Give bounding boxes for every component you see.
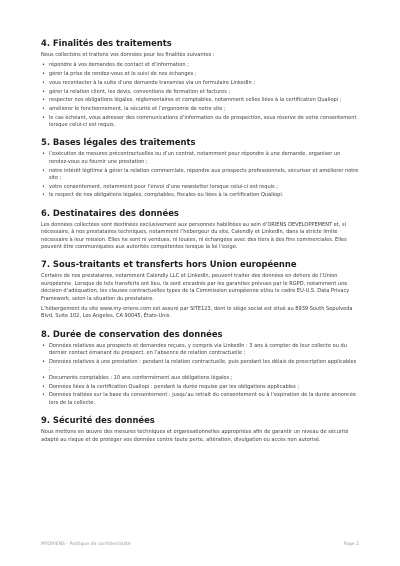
section-title: 7. Sous-traitants et transferts hors Union européenne	[41, 259, 297, 270]
list-item: • votre consentement, notamment pour l’envoi d’une newsletter lorsque celui-ci est requis ;	[41, 184, 359, 191]
page-footer	[41, 542, 359, 548]
list-item: • gérer la relation client, les devis, conventions de formation et factures ;	[41, 89, 359, 96]
section-paragraph: Nous mettons en œuvre des mesures techniques et organisationnelles appropriées afin de garantir un niveau de sécurité adapté au risque et de protéger vos données contre toute perte, altération, divulgation ou accès non autorisé.	[41, 429, 349, 443]
list-item: • notre intérêt légitime à gérer la relation commerciale, répondre aux prospects professionnels, sécuriser et améliorer notre site ;	[41, 168, 359, 183]
list-item: • le cas échéant, vous adresser des communications d’information ou de prospection, sous réserve de votre consentement lorsque celui-ci est requis.	[41, 115, 359, 130]
footer-document-name: MYORIENS - Politique de confidentialité	[41, 542, 131, 547]
section-title: 9. Sécurité des données	[41, 415, 155, 426]
list-item: • l’exécution de mesures précontractuelles ou d’un contrat, notamment pour répondre à une demande, organiser un rendez-vous ou fournir une prestation ;	[41, 151, 359, 166]
footer-page-number: Page 2	[343, 542, 359, 547]
list-item: • Données relatives à une prestation : pendant la relation contractuelle, puis pendant les délais de prescription applicables ;	[41, 359, 359, 374]
bullet-list	[41, 343, 359, 407]
section-intro: Nous collectons et traitons vos données pour les finalités suivantes :	[41, 52, 215, 58]
section-paragraph: Certains de nos prestataires, notamment Calendly LLC et LinkedIn, peuvent traiter des données en dehors de l’Union européenne. Lorsque de tels transferts ont lieu, ils sont encadrés par les garanties prévues par le RGPD, notamment une décision d’adéquation, les clauses contractuelles types de la Commission européenne et/ou le cadre EU-U.S. Data Privacy Framework, selon la situation du prestataire.	[41, 273, 350, 302]
section-title: 4. Finalités des traitements	[41, 38, 172, 48]
section-finalites	[41, 38, 359, 129]
list-item: • Données relatives aux prospects et demandes reçues, y compris via LinkedIn : 3 ans à compter de leur collecte ou du dernier contact émanant du prospect, en l’absence de relation contractuelle ;	[41, 343, 359, 358]
section-paragraph: Les données collectées sont destinées exclusivement aux personnes habilitées au sein d’ORIENS DEVELOPPEMENT et, si nécessaire, à nos prestataires techniques, notamment l’hébergeur du site, Calendly et LinkedIn, dans la stricte limite nécessaire à leur mission. Elles ne sont ni vendues, ni louées, ni échangées avec des tiers à des fins commerciales. Elles peuvent être communiquées aux autorités compétentes lorsque la loi l’exige.	[41, 221, 347, 250]
section-bases-legales	[41, 137, 359, 199]
list-item: • respecter nos obligations légales, réglementaires et comptables, notamment celles liées à la certification Qualiopi ;	[41, 97, 359, 104]
list-item: • répondre à vos demandes de contact et d’information ;	[41, 62, 359, 69]
section-paragraph: L’hébergement du site www.my-oriens.com est assuré par SITE123, dont le siège social est situé au 8939 South Sepulveda Blvd, Suite 102, Los Angeles, CA 90045, États-Unis.	[41, 306, 353, 320]
section-title: 6. Destinataires des données	[41, 207, 179, 218]
section-destinataires	[41, 208, 359, 252]
list-item: • vous recontacter à la suite d’une demande transmise via un formulaire LinkedIn ;	[41, 80, 359, 87]
list-item: • Documents comptables : 10 ans conformément aux obligations légales ;	[41, 375, 359, 382]
section-securite	[41, 415, 359, 444]
section-sous-traitants	[41, 259, 359, 320]
list-item: • Données liées à la certification Qualiopi : pendant la durée requise par les obligations applicables ;	[41, 384, 359, 391]
section-title: 8. Durée de conservation des données	[41, 328, 223, 339]
list-item: • améliorer le fonctionnement, la sécurité et l’ergonomie de notre site ;	[41, 106, 359, 113]
list-item: • Données traitées sur la base du consentement : jusqu’au retrait du consentement ou à l’expiration de la durée annoncée lors de la collecte.	[41, 392, 359, 407]
list-item: • gérer la prise de rendez-vous et le suivi de nos échanges ;	[41, 71, 359, 78]
bullet-list	[41, 151, 359, 199]
section-title: 5. Bases légales des traitements	[41, 137, 196, 148]
section-duree-conservation	[41, 329, 359, 407]
bullet-list	[41, 62, 359, 129]
list-item: • le respect de nos obligations légales, comptables, fiscales ou liées à la certification Qualiopi.	[41, 192, 359, 199]
